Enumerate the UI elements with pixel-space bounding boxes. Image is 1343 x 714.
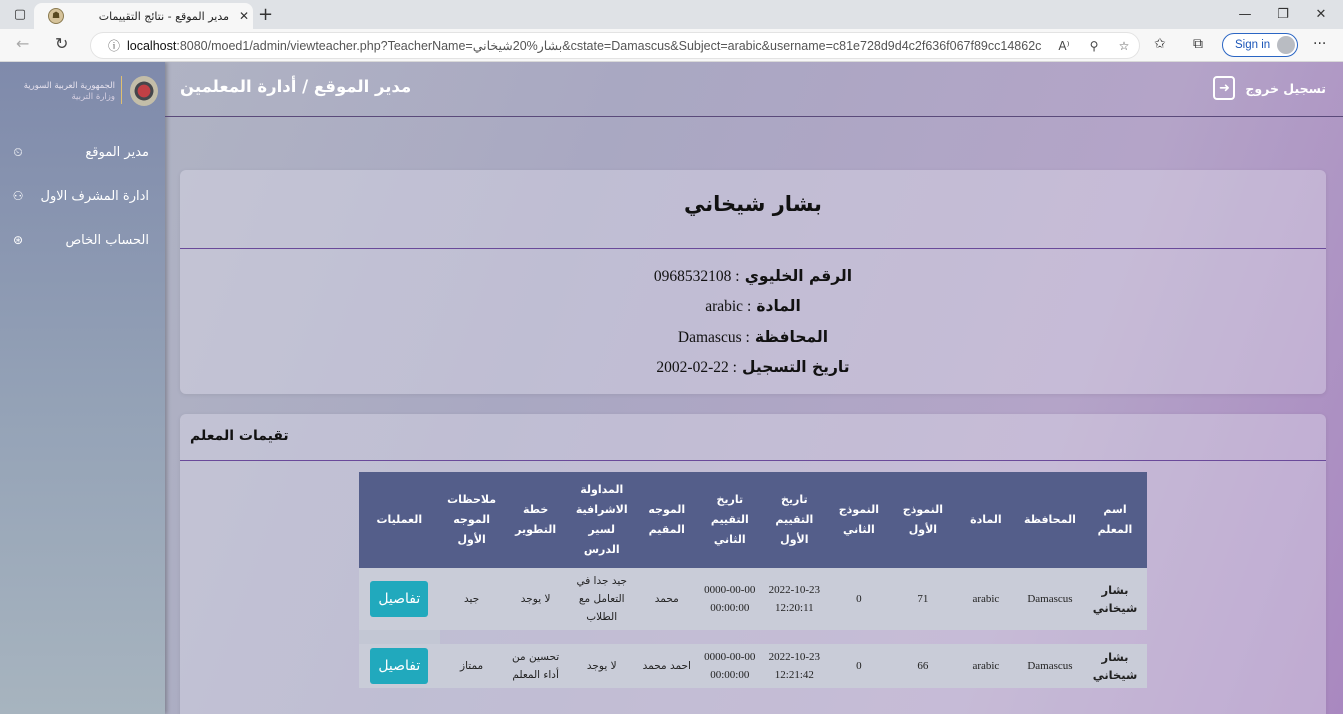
sidebar-item-label: الحساب الخاص [65, 232, 149, 248]
url-host: localhost [127, 39, 177, 53]
cell-deliberation: لا يوجد [568, 644, 636, 688]
cell-evaluator: محمد [636, 568, 698, 630]
top-header [165, 62, 1343, 117]
row-spacer [359, 630, 1147, 644]
divider [180, 460, 1326, 461]
table-header-row [359, 472, 1147, 568]
phone-row: الرقم الخليوي : 0968532108 [653, 267, 853, 285]
cell-subject: arabic [955, 568, 1017, 630]
cell-date-1: 2022-10-23 12:21:42 [762, 644, 827, 688]
col-teacher-name[interactable]: اسم المعلم [1083, 472, 1147, 568]
cell-date-1: 2022-10-23 12:20:11 [762, 568, 827, 630]
col-operations: العمليات [359, 472, 440, 568]
teacher-info-card [180, 170, 1326, 394]
subject-value: arabic [705, 298, 744, 315]
cell-evaluator: احمد محمد [636, 644, 698, 688]
cell-notes: جيد [440, 568, 504, 630]
subject-label: المادة [756, 297, 801, 315]
logout-label: تسجيل خروج [1245, 80, 1326, 96]
col-deliberation[interactable]: المداولة الاشرافية لسير الدرس [568, 472, 636, 568]
cell-form-1: 71 [891, 568, 955, 630]
sidebar-item-label: مدير الموقع [85, 144, 149, 160]
cell-notes: ممتاز [440, 644, 504, 688]
governorate-label: المحافظة [754, 328, 829, 346]
governorate-value: Damascus [677, 329, 742, 346]
reload-icon[interactable]: ↻ [55, 34, 69, 53]
page-title: مدير الموقع / أدارة المعلمين [180, 77, 412, 96]
back-icon[interactable]: ← [16, 34, 30, 53]
restore-icon[interactable]: ❐ [1277, 7, 1289, 22]
col-form-2[interactable]: النموذج الثاني [827, 472, 891, 568]
evaluations-card [180, 414, 1326, 714]
subject-row: المادة : arabic [705, 297, 801, 315]
evaluations-title: تقيمات المعلم [190, 428, 289, 444]
add-favorite-icon[interactable]: ☆ [1118, 38, 1130, 53]
col-dev-plan[interactable]: خطة التطوير [504, 472, 568, 568]
cell-operations [359, 568, 440, 630]
user-settings-icon: ⚇ [12, 189, 24, 203]
new-tab-icon[interactable]: + [258, 4, 274, 25]
cell-form-2: 0 [827, 644, 891, 688]
divider [180, 248, 1326, 249]
col-eval-date-2[interactable]: تاريخ التقييم الثاني [698, 472, 762, 568]
cell-governorate: Damascus [1017, 644, 1083, 688]
cell-form-1: 66 [891, 644, 955, 688]
brand [0, 72, 165, 112]
col-supervisor-notes[interactable]: ملاحظات الموجه الأول [440, 472, 504, 568]
col-governorate[interactable]: المحافظة [1017, 472, 1083, 568]
sidebar-item-label: ادارة المشرف الاول [40, 188, 149, 204]
cell-teacher: بشار شيخاني [1083, 568, 1147, 630]
ministry-emblem-icon [130, 76, 158, 106]
browser-tab-bar [0, 0, 1343, 29]
cell-date-2: 0000-00-00 00:00:00 [698, 568, 762, 630]
favorites-icon[interactable]: ✩ [1154, 36, 1166, 52]
browser-tab[interactable] [34, 3, 253, 29]
col-subject[interactable]: المادة [955, 472, 1017, 568]
cell-subject: arabic [955, 644, 1017, 688]
sidebar-item-dashboard[interactable] [0, 138, 165, 166]
sidebar [0, 62, 165, 714]
evaluations-table [359, 472, 1147, 688]
tab-title: مدير الموقع - نتائج التقييمات [98, 9, 229, 23]
phone-value: 0968532108 [653, 268, 732, 285]
cell-date-2: 0000-00-00 00:00:00 [698, 644, 762, 688]
more-menu-icon[interactable]: ··· [1313, 36, 1327, 52]
browser-toolbar [0, 29, 1343, 62]
tab-actions-icon[interactable]: ▢ [13, 7, 27, 22]
account-circle-icon: ⊛ [12, 233, 24, 247]
cell-plan: لا يوجد [504, 568, 568, 630]
cell-deliberation: جيد جدا في التعامل مع الطلاب [568, 568, 636, 630]
sign-in-label: Sign in [1235, 39, 1271, 51]
governorate-row: المحافظة : Damascus [677, 328, 829, 346]
brand-line-1: الجمهورية العربية السورية [23, 81, 115, 91]
col-evaluator[interactable]: الموجه المقيم [636, 472, 698, 568]
cell-governorate: Damascus [1017, 568, 1083, 630]
phone-label: الرقم الخليوي [744, 267, 853, 285]
brand-divider [121, 76, 122, 104]
sidebar-item-first-supervisor[interactable] [0, 182, 165, 210]
profile-avatar-icon [1277, 36, 1295, 54]
cell-plan: تحسين من أداء المعلم [504, 644, 568, 688]
read-aloud-icon[interactable]: A⁾ [1058, 38, 1070, 53]
sidebar-item-account[interactable] [0, 226, 165, 254]
page-content [0, 62, 1343, 714]
reg-date-label: تاريخ التسجيل [742, 358, 850, 376]
brand-line-2: وزارة التربية [71, 92, 115, 102]
details-button[interactable]: تفاصيل [370, 581, 428, 617]
col-form-1[interactable]: النموذج الأول [891, 472, 955, 568]
site-favicon-icon: ☗ [48, 8, 64, 24]
url-path: :8080/moed1/admin/viewteacher.php?TeacherName=بشار%20شيخاني&cstate=Damascus&Subject=arabic&username=c81e728d9d4c2f636f067f89cc14862c [176, 39, 1042, 53]
details-button[interactable]: تفاصيل [370, 648, 428, 684]
url-text [127, 38, 1049, 53]
window-close-icon[interactable]: ✕ [1315, 7, 1327, 22]
cell-teacher: بشار شيخاني [1083, 644, 1147, 688]
minimize-icon[interactable]: — [1238, 7, 1252, 22]
site-info-icon[interactable]: ⓘ [107, 39, 120, 53]
logout-button[interactable] [1213, 74, 1326, 102]
reg-date-row: تاريخ التسجيل : 22-02-2002 [656, 358, 850, 376]
cell-operations [359, 644, 440, 688]
tab-close-icon[interactable]: ✕ [238, 9, 250, 23]
logout-icon: ➜ [1213, 76, 1235, 100]
dashboard-icon: ⏲ [13, 144, 23, 159]
col-eval-date-1[interactable]: تاريخ التقييم الأول [762, 472, 827, 568]
zoom-icon[interactable]: ⚲ [1089, 38, 1099, 53]
table-row [359, 568, 1147, 630]
reg-date-value: 22-02-2002 [656, 359, 729, 376]
teacher-name: بشار شيخاني [684, 192, 822, 216]
cell-form-2: 0 [827, 568, 891, 630]
sign-in-button[interactable] [1222, 33, 1298, 57]
table-row [359, 644, 1147, 688]
collections-icon[interactable]: ⧉ [1193, 36, 1203, 52]
address-bar[interactable] [90, 32, 1140, 59]
